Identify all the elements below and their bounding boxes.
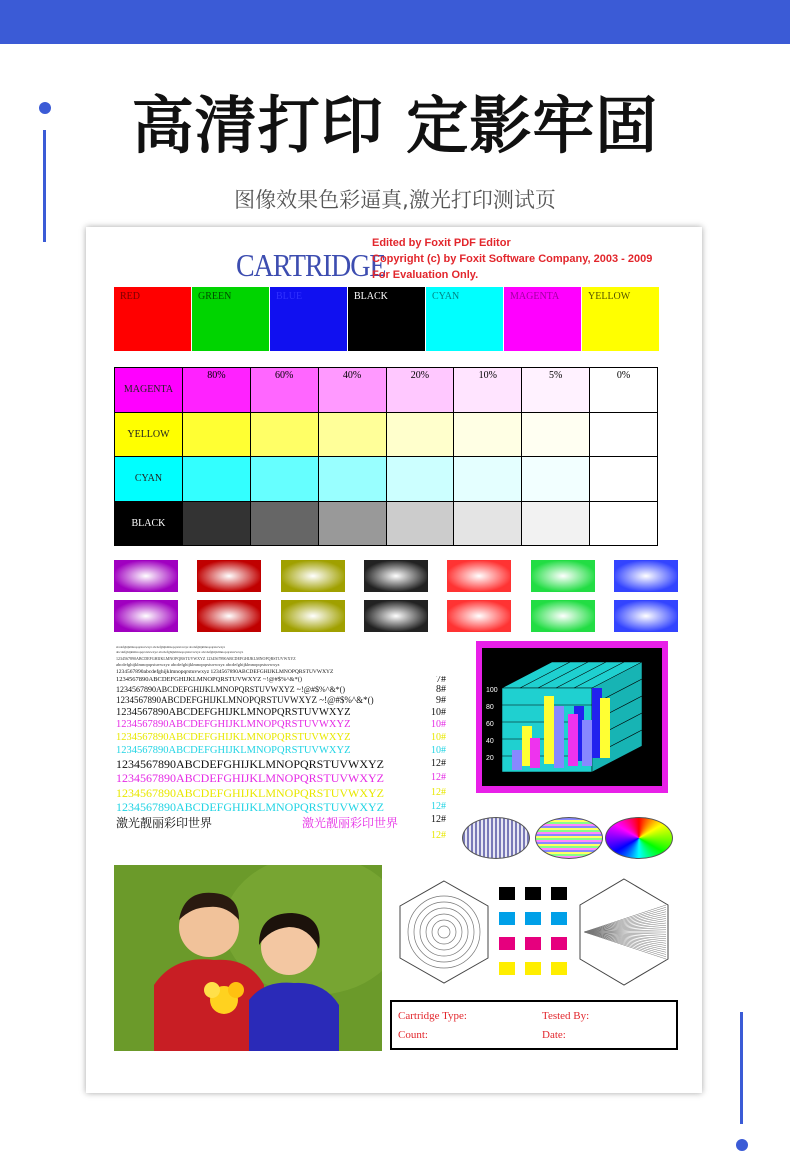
size-label: 10#: [428, 719, 446, 732]
type-sample-line: [116, 732, 446, 745]
size-label: 10#: [428, 732, 446, 745]
type-sample-text: 1234567890ABCDEFGHIJKLMNOPQRSTUVWXYZ: [116, 706, 351, 718]
swatch-black: BLACK: [348, 287, 425, 351]
grid-cell: [522, 457, 590, 502]
size-label: 12#: [428, 800, 446, 814]
chinese-sample-size: [116, 830, 446, 842]
gradient-box: [281, 560, 345, 592]
grid-cell: [250, 412, 318, 457]
cartridge-type-label: Cartridge Type:: [398, 1010, 467, 1022]
top-banner: [0, 0, 790, 44]
size-label: 9#: [433, 695, 446, 706]
gradient-box: [364, 600, 428, 632]
chart-graphic: [482, 648, 662, 786]
grid-cell: [250, 501, 318, 546]
size-label: 10#: [428, 707, 446, 720]
grid-cell: [386, 501, 454, 546]
cmyk-block: [551, 937, 567, 950]
size-label: 12#: [428, 771, 446, 785]
gradient-box: [364, 560, 428, 592]
type-sample-line: [116, 786, 446, 800]
bar-chart-3d: [476, 641, 668, 793]
type-sample-text: 1234567890ABCDEFGHIJKLMNOPQRSTUVWXYZ ~!@#$%^&*(): [116, 695, 374, 706]
grid-row-label: CYAN: [115, 457, 183, 502]
date-label: Date:: [542, 1029, 566, 1041]
grid-cell: [590, 412, 658, 457]
type-sample-text: 1234567890ABCDEFGHIJKLMNOPQRSTUVWXYZ ~!@#$%^&*(): [116, 676, 303, 684]
headline: 高清打印 定影牢固: [131, 89, 659, 162]
gradient-row: [114, 600, 678, 632]
gradient-box: [447, 560, 511, 592]
swatch-yellow: YELLOW: [582, 287, 659, 351]
type-sample-line: [116, 719, 446, 732]
type-sample-line: [116, 745, 446, 758]
chart-axis-label: 60: [486, 721, 494, 728]
cmyk-block: [499, 962, 515, 975]
type-sample-block: [116, 645, 446, 842]
gradient-box: [614, 560, 678, 592]
chart-axis-label: 100: [486, 687, 498, 694]
gradient-box: [531, 600, 595, 632]
percent-grid: [114, 367, 658, 546]
grid-cell: [454, 457, 522, 502]
grid-row-label: BLACK: [115, 501, 183, 546]
type-sample-line: [116, 676, 446, 685]
chart-axis-label: 40: [486, 738, 494, 745]
cmyk-block: [551, 962, 567, 975]
size-label: 12#: [431, 814, 446, 825]
cmyk-block: [525, 937, 541, 950]
grid-cell: [386, 412, 454, 457]
chart-axis-label: 80: [486, 704, 494, 711]
size-label: 12#: [428, 786, 446, 800]
grid-cell: [318, 412, 386, 457]
size-label: 10#: [428, 745, 446, 758]
type-sample-text: abcdefghijklmnopqrstuvwxyz abcdefghijklmnopqrstuvwxyz abcdefghijklmnopqrstuvwxyz: [116, 645, 225, 649]
grid-cell: [454, 501, 522, 546]
swatch-blue: BLUE: [270, 287, 347, 351]
type-sample-line: [116, 757, 446, 771]
gradient-box: [197, 560, 261, 592]
type-sample-text: abcdefghijklmnopqrstuvwxyz abcdefghijklmnopqrstuvwxyz abcdefghijklmnopqrstuvwxyz: [116, 662, 280, 668]
type-sample-text: 1234567890ABCDEFGHIJKLMNOPQRSTUVWXYZ: [116, 731, 351, 743]
grid-cell: [522, 412, 590, 457]
cmyk-block: [551, 912, 567, 925]
swatch-red: RED: [114, 287, 191, 351]
type-sample-text: 1234567890ABCDEFGHIJKLMNOPQRSTUVWXYZ ~!@#$%^&*(): [116, 685, 345, 695]
grid-row-label: YELLOW: [115, 412, 183, 457]
subline: 图像效果色彩逼真,激光打印测试页: [234, 188, 556, 212]
children-photo: [114, 865, 382, 1051]
tested-by-label: Tested By:: [542, 1010, 590, 1022]
grid-cell: 60%: [250, 368, 318, 413]
size-label: 12#: [428, 757, 446, 771]
swatch-green: GREEN: [192, 287, 269, 351]
watermark-line: Edited by Foxit PDF Editor: [372, 237, 511, 249]
type-sample-text: 1234567890ABCDEFGHIJKLMNOPQRSTUVWXYZ: [116, 785, 385, 800]
decor-dot-bottom: [736, 1139, 748, 1151]
type-sample-line: [116, 800, 446, 814]
grid-cell: [250, 457, 318, 502]
chinese-sample: [116, 814, 446, 830]
count-label: Count:: [398, 1029, 428, 1041]
type-sample-text: 1234567890ABCDEFGHIJKLMNOPQRSTUVWXYZ 1234567890ABCDEFGHIJKLMNOPQRSTUVWXYZ: [116, 655, 296, 661]
chinese-sample-left: 激光靓丽彩印世界: [116, 816, 213, 830]
decor-line-right: [740, 1012, 743, 1124]
watermark-line: Copyright (c) by Foxit Software Company, 2003 - 2009: [372, 253, 653, 265]
grid-cell: [318, 501, 386, 546]
size-label: 12#: [431, 830, 446, 841]
gradient-box: [281, 600, 345, 632]
type-sample-line: [116, 669, 446, 677]
test-page: [86, 227, 702, 1093]
size-label: 7#: [433, 676, 446, 685]
gradient-box: [114, 560, 178, 592]
grid-cell: [590, 501, 658, 546]
watermark: [372, 235, 652, 283]
type-sample-line: [116, 707, 446, 720]
type-sample-text: 1234567890ABCDEFGHIJKLMNOPQRSTUVWXYZ: [116, 799, 385, 814]
grid-cell: 80%: [182, 368, 250, 413]
grid-cell: [590, 457, 658, 502]
gradient-box: [614, 600, 678, 632]
grid-cell: [182, 501, 250, 546]
gradient-box: [447, 600, 511, 632]
grid-cell: 20%: [386, 368, 454, 413]
swatch-magenta: MAGENTA: [504, 287, 581, 351]
type-sample-line: [116, 662, 446, 669]
gradient-row: [114, 560, 678, 592]
grid-cell: [182, 457, 250, 502]
cmyk-block: [525, 912, 541, 925]
type-sample-text: 1234567890ABCDEFGHIJKLMNOPQRSTUVWXYZ: [116, 771, 385, 786]
cmyk-block: [551, 887, 567, 900]
type-sample-line: [116, 685, 446, 695]
gradient-box: [531, 560, 595, 592]
cmyk-block: [525, 887, 541, 900]
ray-hexagon: [578, 877, 670, 987]
grid-cell: [318, 457, 386, 502]
cmyk-block: [499, 937, 515, 950]
color-wheel-oval: [605, 817, 673, 859]
grid-cell: 0%: [590, 368, 658, 413]
type-sample-line: [116, 695, 446, 706]
type-sample-text: 1234567890abcdefghijklmnopqrstuvwxyz 1234567890ABCDEFGHIJKLMNOPQRSTUVWXYZ: [116, 668, 334, 675]
type-sample-text: 1234567890ABCDEFGHIJKLMNOPQRSTUVWXYZ: [116, 757, 385, 772]
chinese-sample-right: 激光靓丽彩印世界: [302, 816, 399, 830]
wave-pattern-oval: [462, 817, 530, 859]
type-sample-text: abcdefghijklmnopqrstuvwxyz abcdefghijklmnopqrstuvwxyz abcdefghijklmnopqrstuvwxyz: [116, 650, 244, 655]
grid-cell: [454, 412, 522, 457]
cmyk-block: [499, 912, 515, 925]
color-swatches: [114, 287, 659, 351]
grid-cell: 5%: [522, 368, 590, 413]
spiral-hexagon: [398, 879, 490, 985]
cmyk-block: [499, 887, 515, 900]
type-sample-text: 1234567890ABCDEFGHIJKLMNOPQRSTUVWXYZ: [116, 719, 351, 731]
swatch-cyan: CYAN: [426, 287, 503, 351]
grid-cell: [182, 412, 250, 457]
grid-row-label: MAGENTA: [115, 368, 183, 413]
type-sample-line: [116, 771, 446, 785]
grid-cell: [386, 457, 454, 502]
grid-cell: 40%: [318, 368, 386, 413]
type-sample-text: 1234567890ABCDEFGHIJKLMNOPQRSTUVWXYZ: [116, 744, 351, 756]
stripe-pattern-oval: [535, 817, 603, 859]
gradient-box: [114, 600, 178, 632]
watermark-line: For Evaluation Only.: [372, 269, 479, 281]
gradient-boxes: [114, 560, 678, 640]
cartridge-logo: CARTRIDGE: [236, 248, 386, 285]
test-form: [390, 1000, 678, 1050]
size-label: 8#: [433, 685, 446, 695]
cmyk-block: [525, 962, 541, 975]
grid-cell: [522, 501, 590, 546]
chart-axis-label: 20: [486, 755, 494, 762]
gradient-box: [197, 600, 261, 632]
grid-cell: 10%: [454, 368, 522, 413]
